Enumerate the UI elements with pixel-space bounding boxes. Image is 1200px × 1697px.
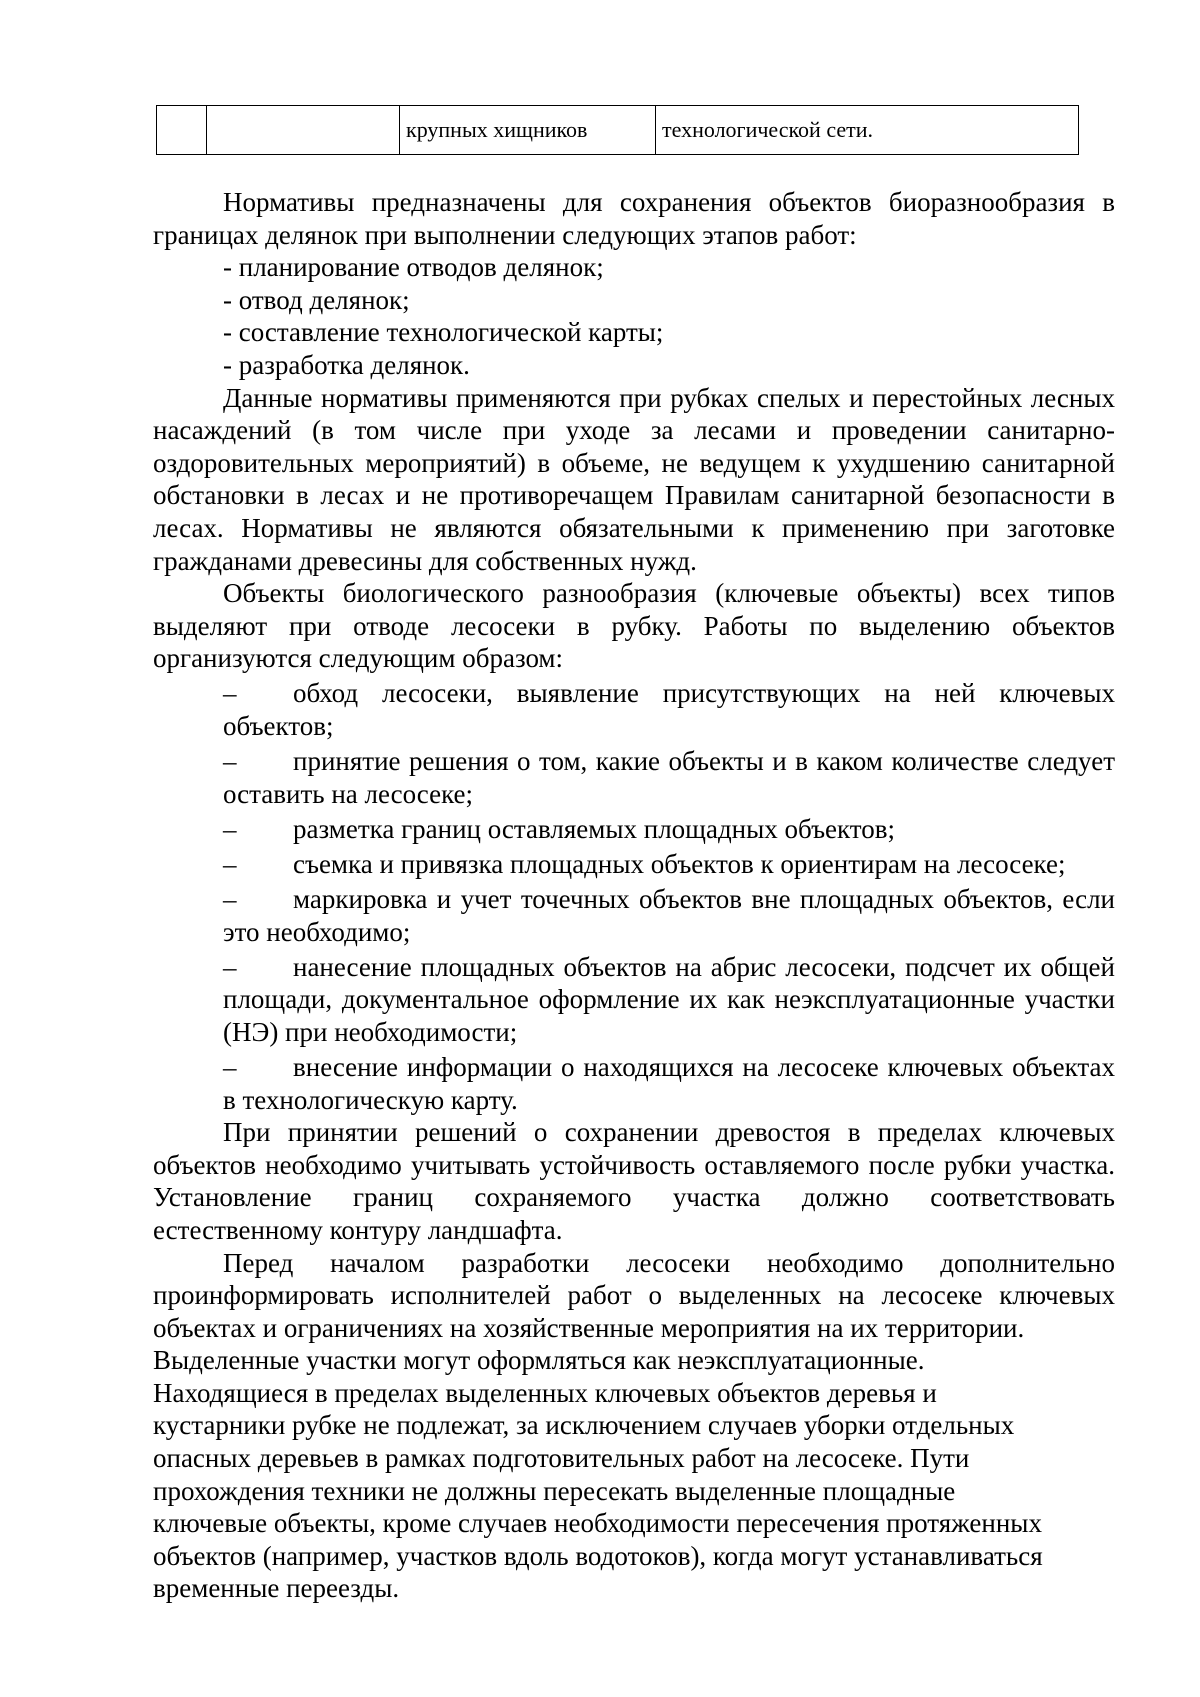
paragraph-line: временные переезды. [153, 1573, 400, 1604]
table-cell-type [207, 106, 400, 155]
list-item [153, 883, 1115, 948]
list-item-text: съемка и привязка площадных объектов к ориентирам на лесосеке; [293, 848, 1066, 879]
paragraph-line: объектов (например, участков вдоль водотоков), когда могут устанавливаться [153, 1540, 1043, 1571]
list-marker: – [223, 951, 237, 982]
table-cell-number [157, 106, 207, 155]
list-item-text: принятие решения о том, какие объекты и в каком количестве следует оставить на лесосеке; [223, 746, 1115, 809]
paragraph-line: Выделенные участки могут оформляться как неэксплуатационные. [153, 1345, 925, 1376]
list-marker: – [223, 848, 237, 879]
list-item-text: нанесение площадных объектов на абрис лесосеки, подсчет их общей площади, документальное оформление их как неэксплуатационные участки (НЭ) при необходимости; [223, 951, 1115, 1047]
stage-item: - планирование отводов делянок; [223, 252, 604, 283]
list-marker: – [223, 813, 237, 844]
list-marker: – [223, 883, 237, 914]
stage-item: - отвод делянок; [223, 284, 410, 315]
table-cell-object: крупных хищников [400, 106, 656, 155]
table-fragment [156, 105, 1079, 155]
table-row [157, 106, 1079, 155]
list-item-text: разметка границ оставляемых площадных объектов; [293, 813, 895, 844]
paragraph-application: Данные нормативы применяются при рубках спелых и перестойных лесных насаждений (в том числе при уходе за лесами и проведении санитарно-оздоровительных мероприятий) в объеме, не ведущем к ухудшению санитарной обстановки в лесах и не противоречащем Правилам санитарной безопасности в лесах. Нормативы не являются обязательными к применению при заготовке гражданами древесины для собственных нужд. [153, 382, 1115, 576]
paragraph-line: кустарники рубке не подлежат, за исключением случаев уборки отдельных [153, 1410, 1015, 1441]
list-item [153, 745, 1115, 810]
paragraph-line: опасных деревьев в рамках подготовительных работ на лесосеке. Пути [153, 1443, 970, 1474]
paragraph-decisions: При принятии решений о сохранении древостоя в пределах ключевых объектов необходимо учитывать устойчивость оставляемого после рубки участка. Установление границ сохраняемого участка должно соответствовать естественному контуру ландшафта. [153, 1117, 1115, 1245]
list-item [153, 1051, 1115, 1116]
paragraph-inform: Перед началом разработки лесосеки необходимо дополнительно проинформировать исполнителей работ о выделенных на лесосеке ключевых объектах и ограничениях на хозяйственные мероприятия на их территории. [153, 1247, 1115, 1343]
paragraph-line: прохождения техники не должны пересекать выделенные площадные [153, 1475, 956, 1506]
list-item [153, 677, 1115, 742]
paragraph-purpose: Нормативы предназначены для сохранения объектов биоразнообразия в границах делянок при выполнении следующих этапов работ: [153, 187, 1115, 250]
list-marker: – [223, 1051, 237, 1082]
list-marker: – [223, 746, 237, 777]
list-item-text: внесение информации о находящихся на лесосеке ключевых объектах в технологическую карту. [223, 1051, 1115, 1115]
list-item-text: обход лесосеки, выявление присутствующих на ней ключевых объектов; [223, 678, 1115, 741]
list-item-text: маркировка и учет точечных объектов вне площадных объектов, если это необходимо; [223, 883, 1115, 947]
document-body [153, 186, 1115, 1605]
paragraph-key-objects: Объекты биологического разнообразия (ключевые объекты) всех типов выделяют при отводе лесосеки в рубку. Работы по выделению объектов организуются следующим образом: [153, 578, 1115, 674]
stage-item: - разработка делянок. [223, 349, 470, 380]
list-item [153, 951, 1115, 1049]
paragraph-line: Находящиеся в пределах выделенных ключевых объектов деревья и [153, 1377, 937, 1408]
stage-item: - составление технологической карты; [223, 317, 664, 348]
table-cell-norm: технологической сети. [656, 106, 1079, 155]
list-item [153, 813, 1115, 846]
paragraph-line: ключевые объекты, кроме случаев необходимости пересечения протяженных [153, 1508, 1042, 1539]
list-marker: – [223, 678, 237, 709]
list-item [153, 848, 1115, 881]
